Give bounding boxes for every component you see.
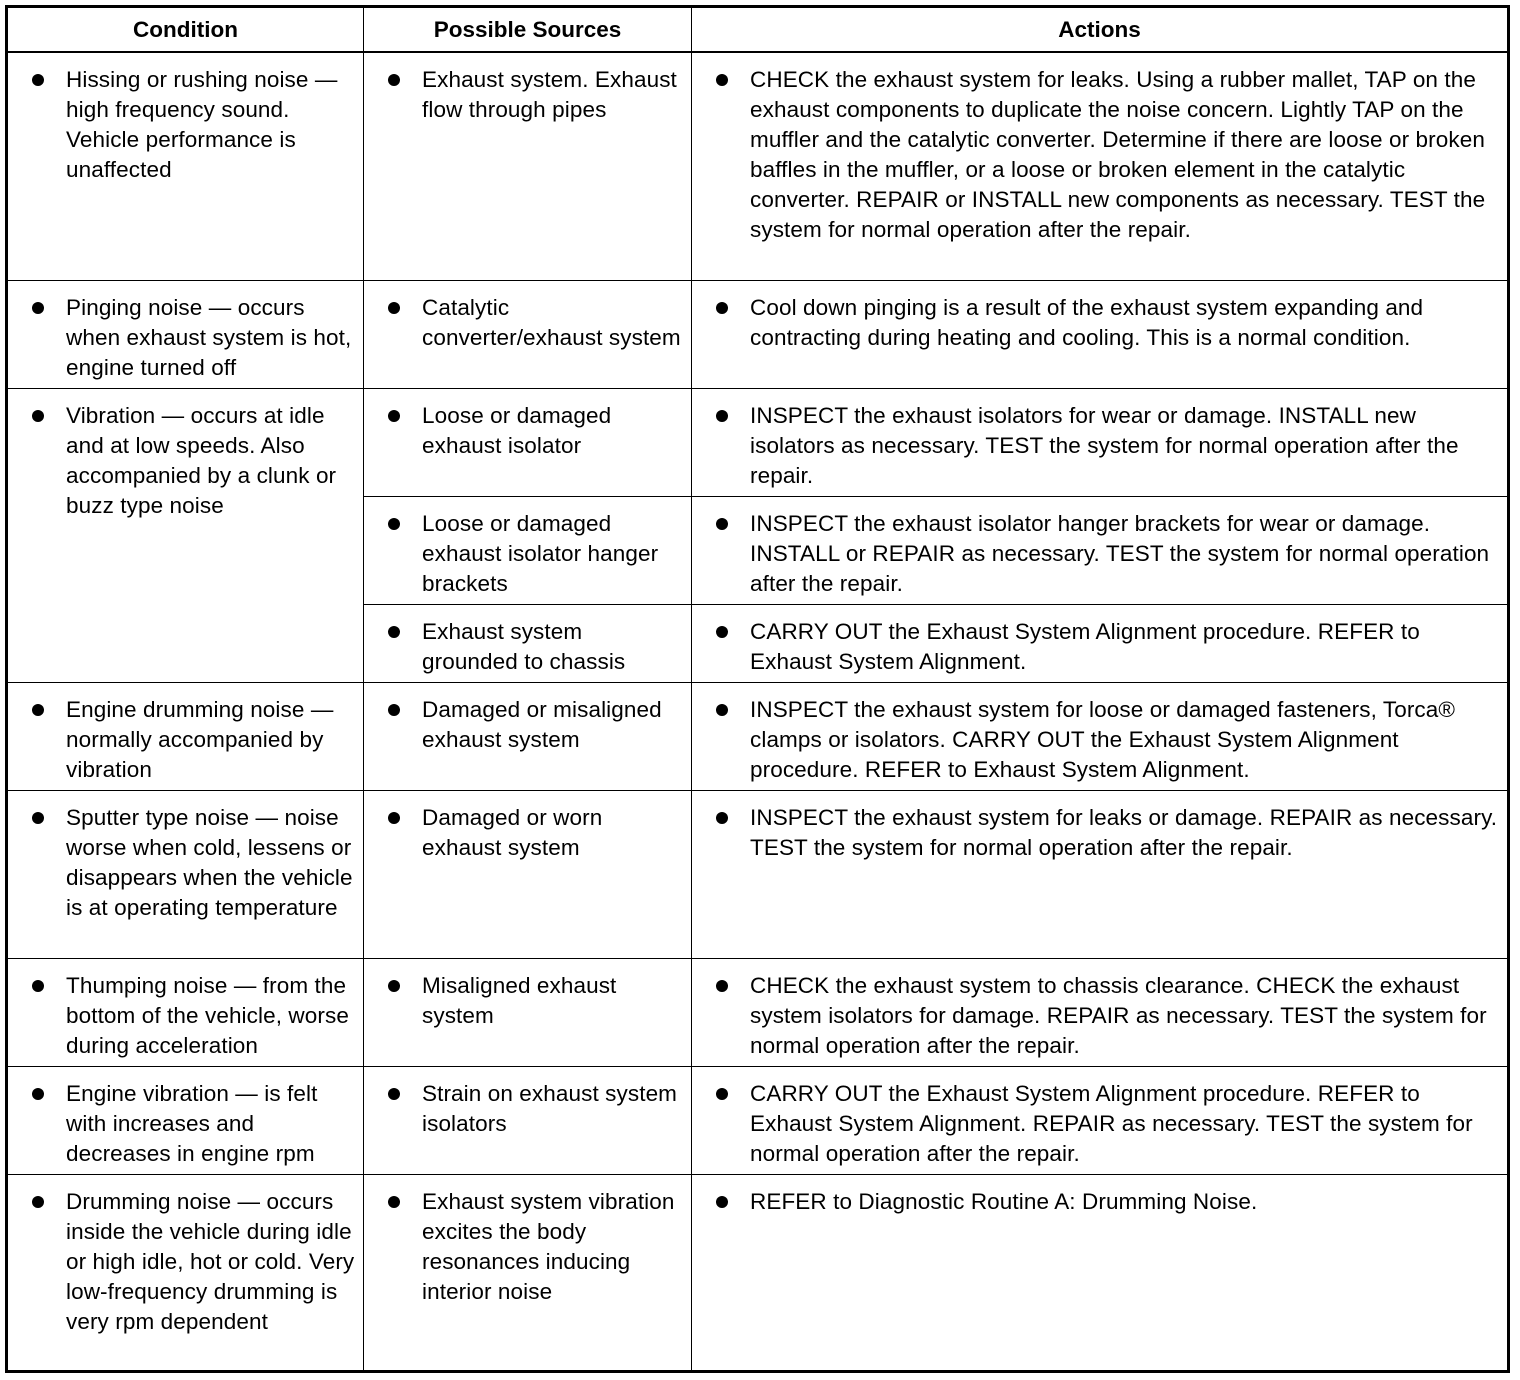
table-row — [7, 1066, 1509, 1174]
bullet-icon — [716, 812, 728, 824]
bullet-icon — [716, 74, 728, 86]
bullet-icon — [388, 302, 400, 314]
source-cell — [364, 1066, 692, 1174]
action-text: REFER to Diagnostic Routine A: Drumming Noise. — [750, 1188, 1258, 1214]
source-cell — [364, 52, 692, 280]
source-text: Misaligned exhaust system — [422, 972, 617, 1028]
table-row — [7, 790, 1509, 958]
action-text: INSPECT the exhaust isolators for wear or damage. INSTALL new isolators as necessary. TEST the system for normal operation after the repair. — [750, 402, 1459, 488]
table-row — [7, 682, 1509, 790]
action-cell — [692, 52, 1509, 280]
source-text: Exhaust system vibration excites the body resonances inducing interior noise — [422, 1188, 675, 1304]
action-cell — [692, 1174, 1509, 1372]
bullet-icon — [388, 980, 400, 992]
action-cell — [692, 682, 1509, 790]
bullet-icon — [716, 626, 728, 638]
action-cell — [692, 496, 1509, 604]
condition-text: Thumping noise — from the bottom of the vehicle, worse during acceleration — [66, 972, 349, 1058]
action-text: CHECK the exhaust system to chassis clearance. CHECK the exhaust system isolators for damage. REPAIR as necessary. TEST the system for normal operation after the repair. — [750, 972, 1487, 1058]
bullet-icon — [716, 1088, 728, 1100]
bullet-icon — [32, 74, 44, 86]
condition-text: Vibration — occurs at idle and at low speeds. Also accompanied by a clunk or buzz type noise — [66, 402, 337, 518]
action-text: INSPECT the exhaust system for loose or damaged fasteners, Torca® clamps or isolators. CARRY OUT the Exhaust System Alignment procedure. REFER to Exhaust System Alignment. — [750, 696, 1456, 782]
action-cell — [692, 1066, 1509, 1174]
table-row — [7, 1174, 1509, 1372]
bullet-icon — [388, 518, 400, 530]
source-cell — [364, 790, 692, 958]
action-text: CARRY OUT the Exhaust System Alignment procedure. REFER to Exhaust System Alignment. REPAIR as necessary. TEST the system for normal operation after the repair. — [750, 1080, 1473, 1166]
bullet-icon — [388, 812, 400, 824]
condition-text: Engine drumming noise — normally accompanied by vibration — [66, 696, 334, 782]
bullet-icon — [388, 1088, 400, 1100]
bullet-icon — [716, 980, 728, 992]
bullet-icon — [388, 704, 400, 716]
source-text: Damaged or misaligned exhaust system — [422, 696, 662, 752]
condition-text: Drumming noise — occurs inside the vehicle during idle or high idle, hot or cold. Very low-frequency drumming is very rpm dependent — [66, 1188, 355, 1334]
table-row — [7, 280, 1509, 388]
action-text: Cool down pinging is a result of the exhaust system expanding and contracting during heating and cooling. This is a normal condition. — [750, 294, 1424, 350]
source-text: Strain on exhaust system isolators — [422, 1080, 678, 1136]
bullet-icon — [32, 812, 44, 824]
source-text: Exhaust system grounded to chassis — [422, 618, 626, 674]
bullet-icon — [716, 704, 728, 716]
bullet-icon — [32, 302, 44, 314]
table-row — [7, 958, 1509, 1066]
table-row — [7, 388, 1509, 496]
bullet-icon — [32, 704, 44, 716]
bullet-icon — [716, 302, 728, 314]
source-text: Exhaust system. Exhaust flow through pipes — [422, 67, 677, 122]
source-cell — [364, 604, 692, 682]
action-cell — [692, 388, 1509, 496]
bullet-icon — [388, 1196, 400, 1208]
bullet-icon — [32, 1196, 44, 1208]
source-text: Loose or damaged exhaust isolator — [422, 402, 612, 458]
bullet-icon — [388, 74, 400, 86]
action-cell — [692, 604, 1509, 682]
condition-cell — [7, 1174, 364, 1372]
condition-cell — [7, 1066, 364, 1174]
source-cell — [364, 388, 692, 496]
source-cell — [364, 682, 692, 790]
condition-text: Pinging noise — occurs when exhaust system is hot, engine turned off — [66, 294, 352, 380]
action-text: INSPECT the exhaust isolator hanger brackets for wear or damage. INSTALL or REPAIR as necessary. TEST the system for normal operation after the repair. — [750, 510, 1490, 596]
condition-cell — [7, 280, 364, 388]
diagnosis-table — [5, 5, 1510, 1373]
bullet-icon — [388, 626, 400, 638]
header-possible-sources: Possible Sources — [364, 7, 692, 53]
action-cell — [692, 280, 1509, 388]
bullet-icon — [716, 410, 728, 422]
action-text: CARRY OUT the Exhaust System Alignment procedure. REFER to Exhaust System Alignment. — [750, 618, 1420, 674]
bullet-icon — [32, 980, 44, 992]
table-header — [7, 7, 1509, 53]
condition-cell — [7, 790, 364, 958]
header-condition: Condition — [7, 7, 364, 53]
action-text: CHECK the exhaust system for leaks. Using a rubber mallet, TAP on the exhaust components to duplicate the noise concern. Lightly TAP on the muffler and the catalytic converter. Determine if there are loose or broken baffles in the muffler, or a loose or broken element in the catalytic converter. REPAIR or INSTALL new components as necessary. TEST the system for normal operation after the repair. — [750, 67, 1486, 242]
source-text: Catalytic converter/exhaust system — [422, 294, 681, 350]
header-actions: Actions — [692, 7, 1509, 53]
condition-cell — [7, 958, 364, 1066]
condition-text: Sputter type noise — noise worse when cold, lessens or disappears when the vehicle is at operating temperature — [66, 804, 353, 920]
action-cell — [692, 790, 1509, 958]
source-cell — [364, 958, 692, 1066]
header-row — [7, 7, 1509, 53]
source-text: Damaged or worn exhaust system — [422, 804, 603, 860]
condition-text: Engine vibration — is felt with increases and decreases in engine rpm — [66, 1080, 318, 1166]
bullet-icon — [32, 410, 44, 422]
condition-text: Hissing or rushing noise — high frequency sound. Vehicle performance is unaffected — [66, 67, 338, 182]
table-row — [7, 52, 1509, 280]
condition-cell — [7, 682, 364, 790]
action-cell — [692, 958, 1509, 1066]
action-text: INSPECT the exhaust system for leaks or damage. REPAIR as necessary. TEST the system for normal operation after the repair. — [750, 804, 1498, 860]
condition-cell — [7, 388, 364, 682]
bullet-icon — [716, 1196, 728, 1208]
condition-cell — [7, 52, 364, 280]
table-body — [7, 52, 1509, 1372]
bullet-icon — [32, 1088, 44, 1100]
source-text: Loose or damaged exhaust isolator hanger brackets — [422, 510, 659, 596]
source-cell — [364, 1174, 692, 1372]
source-cell — [364, 280, 692, 388]
bullet-icon — [388, 410, 400, 422]
source-cell — [364, 496, 692, 604]
bullet-icon — [716, 518, 728, 530]
